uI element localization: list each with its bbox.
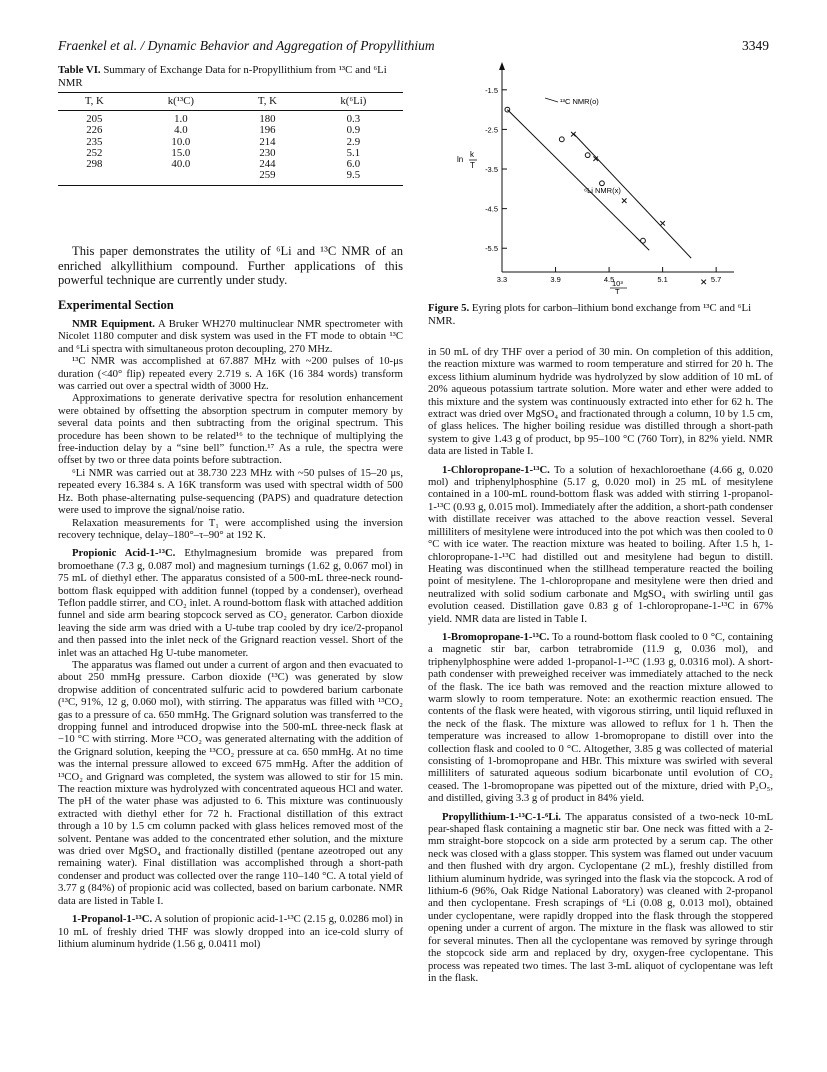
paragraph <box>428 464 773 625</box>
paragraph-text: ¹³C NMR was accomplished at 67.887 MHz with ~200 pulses of 10-μs duration (<40° flip) repeated every 2.719 s. A 16K (16 384 words) transform was carried out over a spectral width of 3000 Hz. <box>58 355 403 393</box>
c13-point <box>585 153 590 158</box>
y-tick-label: -2.5 <box>485 125 498 135</box>
table-cell <box>58 170 131 186</box>
y-label-numerator: k <box>470 150 474 159</box>
table-row <box>58 170 403 186</box>
column-header: k(⁶Li) <box>304 93 403 111</box>
table-cell: 244 <box>259 158 276 171</box>
table-cell: 9.5 <box>346 169 361 182</box>
table-cell: 259 <box>259 169 276 182</box>
section-title: Experimental Section <box>58 298 174 312</box>
li6-series-label: ⁶Li NMR(x) <box>584 186 621 195</box>
x-tick-label: 3.9 <box>550 275 561 284</box>
table-cell: 0.9 <box>346 124 361 137</box>
c13-series-label: ¹³C NMR(o) <box>560 97 599 106</box>
figure-caption <box>428 302 773 327</box>
table-cell: 214 <box>259 135 276 148</box>
paragraph-text: ⁶Li NMR was carried out at 38.730 223 MHz with ~50 pulses of 15–20 μs, repeated every 16.384 s. A 16K transform was used with spectral width of 500 Hz. Both phase-alternating pulse-sequencing (PAPS) and quadrature detection were used to improve the signal/noise ratio. <box>58 466 403 517</box>
paragraph <box>58 547 403 659</box>
paragraph <box>58 517 403 542</box>
c13-point <box>600 181 605 186</box>
paragraph <box>58 318 403 355</box>
figure-label: Figure 5. <box>428 302 470 314</box>
paragraph-text: To a solution of hexachloroethane (4.66 g, 0.020 mol) and triphenylphosphine (5.17 g, 0.020 mol) in 25 mL of mesitylene contained in a 100-mL round-bottom flask was added with stirring 1-propanol-1-¹³C (0.93 g, 0.015 mol). Immediately after the addition, a short-path condenser with distillate receiver was attached to the above reaction vessel. Several milliliters of mesitylene were introduced into the pot which was then cooled to 0 °C with ice water. The reaction mixture was heated to boiling. After 1.5 h, 1-chloropropane-1-¹³C had distilled out and mesitylene had begun to distill. Heating was discontinued when the stillhead temperature reacted the boiling point of mesitylene. The 1-chloropropane and mesitylene were then dried and neutralized with solid sodium carbonate and MgSO₄ with swirling until gas evolution ceased. Distillation gave 0.83 g of 1-chloropropane-1-¹³C in 67% yield. NMR data are listed in Table I. <box>428 463 773 625</box>
paragraph <box>58 659 403 907</box>
run-in-heading: Propyllithium-1-¹³C-1-⁶Li. <box>442 810 561 823</box>
table-cell: 40.0 <box>171 158 191 171</box>
table-cell: 2.9 <box>346 135 361 148</box>
left-column-text <box>58 318 403 950</box>
fit-line <box>573 133 691 258</box>
table-cell: 1.0 <box>174 113 188 126</box>
x-tick-label: 3.3 <box>496 275 508 284</box>
paragraph <box>58 467 403 517</box>
table-cell: 252 <box>86 146 103 159</box>
run-in-heading: 1-Propanol-1-¹³C. <box>72 913 153 926</box>
column-header: k(¹³C) <box>131 93 231 111</box>
x-label-numerator: 10³ <box>612 279 623 288</box>
table-cell: 0.3 <box>346 113 361 126</box>
y-label-denominator: T <box>470 161 475 170</box>
y-axis-label <box>457 150 477 170</box>
table-header-row <box>58 93 403 111</box>
table-cell: 230 <box>259 146 276 159</box>
x-axis-label <box>610 279 627 295</box>
li6-point <box>622 198 627 203</box>
li6-point <box>660 221 665 226</box>
x-tick-label: 4.5 <box>603 275 615 284</box>
y-tick-label: -3.5 <box>485 165 498 175</box>
fit-line <box>507 110 649 251</box>
table-row <box>58 125 403 136</box>
exchange-data-table <box>58 92 403 186</box>
intro-paragraph: This paper demonstrates the utility of ⁶Li and ¹³C NMR of an enriched alkyllithium compound. Further applications of this powerful technique are currently under study. <box>58 244 403 288</box>
running-header: Fraenkel et al. / Dynamic Behavior and Aggregation of Propyllithium <box>58 38 435 53</box>
table-cell: 226 <box>86 124 103 137</box>
table-cell: 15.0 <box>171 146 191 159</box>
column-header: T, K <box>231 93 304 111</box>
paragraph <box>428 631 773 805</box>
table-cell: 10.0 <box>171 135 191 148</box>
c13-point <box>641 238 646 243</box>
paragraph-text: A solution of propionic acid-1-¹³C (2.15 g, 0.0286 mol) in 10 mL of freshly dried THF was slowly dropped into an ice-cold slurry of lithium aluminum hydride (1.56 g, 0.0411 mol) <box>58 913 403 950</box>
eyring-plot <box>452 60 742 295</box>
paragraph-text: Ethylmagnesium bromide was prepared from bromoethane (7.3 g, 0.087 mol) and magnesium turnings (1.62 g, 0.067 mol) in 75 mL of diethyl ether. The apparatus consisted of a 500-mL three-neck round-bottom flask equipped with addition funnel (topped by a condenser), overhead Teflon paddle stirrer, and CO₂ inlet. A round-bottom flask with attached addition funnel and side arm bearing stopcock served as CO₂ generator. Carbon dioxide leaving the side arm was dried with a U-tube trap cooled by dry ice/2-propanol and then passed into the inlet neck of the Grignard reaction vessel. Short of the inlet was an attached Hg U-tube manometer. <box>58 547 403 659</box>
paragraph <box>58 355 403 392</box>
table-cell: 196 <box>259 124 276 137</box>
c13-label-leader <box>545 98 558 102</box>
column-header: T, K <box>58 93 131 111</box>
table-row <box>58 111 403 126</box>
y-ticks <box>485 86 507 253</box>
x-tick-label: 5.7 <box>710 275 722 284</box>
li6-point <box>701 280 706 285</box>
y-tick-label: -4.5 <box>485 204 498 214</box>
table-cell: 5.1 <box>346 146 361 159</box>
table-cell: 235 <box>86 135 103 148</box>
li6-point <box>571 132 576 137</box>
paragraph-text: A Bruker WH270 multinuclear NMR spectrometer with Nicolet 1180 computer and disk system was used in the FT mode to obtain ¹³C and ⁶Li spectra with simultaneous proton decoupling, 270 MHz. <box>58 318 403 355</box>
y-tick-label: -1.5 <box>485 85 498 95</box>
run-in-heading: 1-Bromopropane-1-¹³C. <box>442 630 550 643</box>
paragraph <box>428 811 773 985</box>
run-in-heading: 1-Chloropropane-1-¹³C. <box>442 463 550 476</box>
paragraph-text: Relaxation measurements for T₁ were accomplished using the inversion recovery technique, delay–180°–τ–90° at 192 K. <box>58 516 403 541</box>
table-body <box>58 111 403 186</box>
paragraph-text: in 50 mL of dry THF over a period of 30 min. On completion of this addition, the reaction mixture was warmed to room temperature and stirred for 20 h. The excess lithium aluminum hydride was hydrolyzed by slow addition of 10 mL of 20% aqueous potassium tartrate solution. More water and ether were added to this mixture and the system was continuously extracted into ether for 62 h. The extract was dried over MgSO₄ and fractionated through a column, 10 by 1.5 cm, of glass helices. The higher boiling residue was distilled through a short-path system to give 1.43 g of product, bp 95–100 °C (760 Torr), in 82% yield. NMR data are listed in Table I. <box>428 346 773 458</box>
paragraph <box>58 392 403 466</box>
paragraph-text: The apparatus was flamed out under a current of argon and then evacuated to about 250 mmHg pressure. Carbon dioxide (¹³C) was generated by slow dropwise addition of concentrated sulfuric acid to powdered barium carbonate (¹³C, 91%, 12 g, 0.060 mol), with stirring. The apparatus was filled with ¹³CO₂ gas to a pressure of ca. 650 mmHg. The Grignard solution was transferred to the dropping funnel and introduced dropwise into the 500-mL three-neck flask at −10 °C with stirring. More ¹³CO₂ was generated alternating with the addition of the Grignard solution, keeping the ¹³CO₂ pressure at ca. 650 mmHg. At no time was the internal pressure allowed to exceed 675 mmHg. After the addition of ¹³CO₂ and Grignard was completed, the system was allowed to stir for 15 min. The reaction mixture was hydrolyzed with concentrated aqueous HCl and water. The pH of the water phase was adjusted to 6. This mixture was continuously extracted with diethyl ether for 72 h. Fractional distillation of this extract through a 10 by 1.5 cm column packed with glass helices removed most of the solvent. Pentane was added to the concentrated ether solution, and the mixture was dried over MgSO₄ and fractionally distilled (pentane azeotroped out any remaining water). Final distillation was accomplished through a short-path condenser and product was collected over the range 110–140 °C. A total yield of 3.77 g (84%) of propionic acid was collected, based on barium carbonate. NMR data are listed in Table I. <box>58 658 403 907</box>
right-column-text <box>428 346 773 984</box>
c13-point <box>559 137 564 142</box>
x-ticks <box>497 267 722 284</box>
paragraph-text: The apparatus consisted of a two-neck 10-mL pear-shaped flask containing a magnetic stir bar. One neck was fitted with a 2-mm straight-bore stopcock on a side arm protected by a serum cap. The other neck was closed with a glass stopper. This system was flamed out under vacuum and then flushed with dry argon. Cyclopentane (2 mL), freshly distilled from lithium aluminum hydride, was syringed into the flask via the stopcock. A rod of lithium-6 (96%, Oak Ridge National Laboratory) was cleaned with 2-propanol and then cyclopentane. Fresh scrapings of ⁶Li (0.08 g, 0.013 mol), obtained under cyclopentane, were rapidly dropped into the flask through the stoppered opening under a current of argon. The mixture in the flask was allowed to stir for several minutes. Then all the cyclopentane was removed by syringe through the stopcock side arm and replaced by dry, oxygen-free cyclopentane. This process was repeated two times. The last 3-mL aliquot of cyclopentane was left in the flask. <box>428 810 773 984</box>
table-cell: 205 <box>86 113 103 126</box>
run-in-heading: NMR Equipment. <box>72 318 155 330</box>
paragraph <box>428 346 773 458</box>
x-tick-label: 5.1 <box>657 275 668 284</box>
table-caption <box>58 64 403 89</box>
table-label: Table VI. <box>58 64 101 76</box>
table-cell: 6.0 <box>346 158 361 171</box>
x-label-denominator: T <box>615 287 620 295</box>
paragraph <box>58 913 403 950</box>
y-axis-arrow <box>499 62 505 70</box>
data-points <box>505 107 706 284</box>
figure-caption-text: Eyring plots for carbon–lithium bond exchange from ¹³C and ⁶Li NMR. <box>428 302 752 327</box>
paragraph-text: To a round-bottom flask cooled to 0 °C, containing a magnetic stir bar, carbon tetrabromide (11.9 g, 0.036 mol), and triphenylphosphine were added 1-propanol-1-¹³C (1.93 g, 0.0316 mol). A short-path condenser with preweighed receiver was immediately attached to the neck of the flask. The ice bath was removed and the reaction mixture allowed to warm slowly to room temperature. Note: an exothermic reaction ensued. The contents of the flask were heated, with vigorous stirring, until liquid refluxed in the neck of the flask. The mixture was allowed to reflux for 1 h. Then the temperature was increased to allow 1-bromopropane to distill over into the collection flask and cooled to 0 °C. Altogether, 3.85 g was collected of material consisting of 1-bromopropane and HBr. This mixture was swirled with several milliliters of saturated aqueous sodium bicarbonate until evolution of CO₂ ceased. The 1-bromopropane was pipetted out of the mixture, dried with P₂O₅, and distilled, giving 3.3 g of product in 84% yield. <box>428 630 773 805</box>
table-cell: 180 <box>259 113 276 126</box>
table-cell: 298 <box>86 158 103 171</box>
table-cell: 4.0 <box>174 124 188 137</box>
page-number: 3349 <box>742 38 769 53</box>
run-in-heading: Propionic Acid-1-¹³C. <box>72 547 176 560</box>
paragraph-text: Approximations to generate derivative spectra for resolution enhancement were obtained by offsetting the absorption spectrum in computer memory by several data points and then subtracting from the original spectrum. This procedure has been shown to be related¹⁶ to the technique of multiplying the free-induction delay by a “sine bell” function.¹⁷ As a rule, the spectra were offset by two or three data points before subtraction. <box>58 392 403 467</box>
y-label-prefix: ln <box>457 155 464 164</box>
y-tick-label: -5.5 <box>485 244 498 254</box>
table-caption-text: Summary of Exchange Data for n-Propyllithium from ¹³C and ⁶Li NMR <box>58 64 387 89</box>
table-cell <box>131 170 231 186</box>
